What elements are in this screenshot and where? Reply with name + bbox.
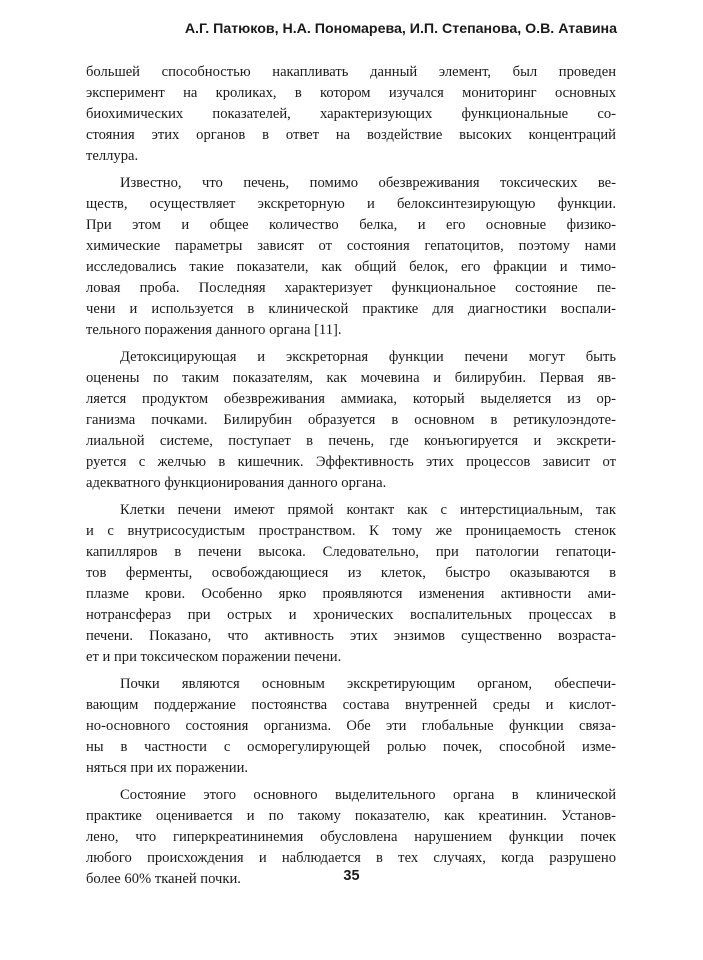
text-line: эксперимент на кроликах, в котором изучался мониторинг основных (86, 85, 616, 101)
text-line: тов ферменты, освобождающиеся из клеток, быстро оказываются в (86, 565, 616, 581)
text-line: ет и при токсическом поражении печени. (86, 649, 342, 665)
text-line: химические параметры зависят от состояния гепатоцитов, поэтому нами (86, 238, 616, 254)
text-line: теллура. (86, 148, 139, 164)
text-line: Детоксицирующая и экскреторная функции печени могут быть (120, 349, 616, 365)
text-line: ловая проба. Последняя характеризует функциональное состояние пе- (86, 280, 616, 296)
page-number-text: 35 (343, 868, 360, 884)
text-line: оценены по таким показателям, как мочевина и билирубин. Первая яв- (86, 370, 616, 386)
text-line: капилляров в печени высока. Следовательно, при патологии гепатоци- (86, 544, 616, 560)
text-line: лено, что гиперкреатининемия обусловлена нарушением функции почек (86, 829, 616, 845)
text-line: Состояние этого основного выделительного органа в клинической (120, 787, 616, 803)
text-line: Клетки печени имеют прямой контакт как с интерстициальным, так (120, 502, 616, 518)
text-line: Известно, что печень, помимо обезвреживания токсических ве- (120, 175, 616, 191)
text-line: няться при их поражении. (86, 760, 249, 776)
paragraph (86, 173, 616, 341)
text-line: более 60% тканей почки. (86, 871, 241, 887)
text-line: тельного поражения данного органа [11]. (86, 322, 342, 338)
text-line: но-основного состояния организма. Обе эти глобальные функции связа- (86, 718, 616, 734)
text-line: любого происхождения и наблюдается в тех случаях, когда разрушено (86, 850, 616, 866)
text-line: При этом и общее количество белка, и его основные физико- (86, 217, 616, 233)
text-line: чени и используется в клинической практике для диагностики воспали- (86, 301, 616, 317)
text-line: исследовались такие показатели, как общий белок, его фракции и тимо- (86, 259, 616, 275)
text-line: печени. Показано, что активность этих энзимов существенно возраста- (86, 628, 616, 644)
text-line: плазме крови. Особенно ярко проявляются изменения активности ами- (86, 586, 616, 602)
text-line: практике оценивается и по такому показателю, как креатинин. Установ- (86, 808, 616, 824)
paragraph (86, 347, 616, 494)
text-line: ны в частности с осморегулирующей ролью почек, способной изме- (86, 739, 616, 755)
article-body (86, 62, 616, 890)
text-line: нотрансфераз при острых и хронических воспалительных процессах в (86, 607, 616, 623)
text-line: ществ, осуществляет экскреторную и белоксинтезирующую функции. (86, 196, 616, 212)
text-line: биохимических показателей, характеризующих функциональные со- (86, 106, 616, 122)
text-line: ляется продуктом обезвреживания аммиака, который выделяется из ор- (86, 391, 616, 407)
text-line: стояния этих органов в ответ на воздействие высоких концентраций (86, 127, 616, 143)
text-line: адекватного функционирования данного органа. (86, 475, 387, 491)
authors-line: А.Г. Патюков, Н.А. Пономарева, И.П. Степанова, О.В. Атавина (184, 21, 617, 37)
text-line: Почки являются основным экскретирующим органом, обеспечи- (120, 676, 616, 692)
text-line: руется с желчью в кишечник. Эффективность этих процессов зависит от (86, 454, 616, 470)
text-line: большей способностью накапливать данный элемент, был проведен (86, 64, 616, 80)
paragraph (86, 674, 616, 779)
running-header (0, 19, 703, 39)
text-line: лиальной системе, поступает в печень, где конъюгируется и экскрети- (86, 433, 616, 449)
text-line: вающим поддержание постоянства состава внутренней среды и кислот- (86, 697, 616, 713)
paragraph (86, 62, 616, 167)
text-line: и с внутрисосудистым пространством. К тому же проницаемость стенок (86, 523, 616, 539)
text-line: ганизма почками. Билирубин образуется в основном в ретикулоэндоте- (86, 412, 616, 428)
paragraph (86, 500, 616, 668)
page-number (0, 866, 703, 886)
